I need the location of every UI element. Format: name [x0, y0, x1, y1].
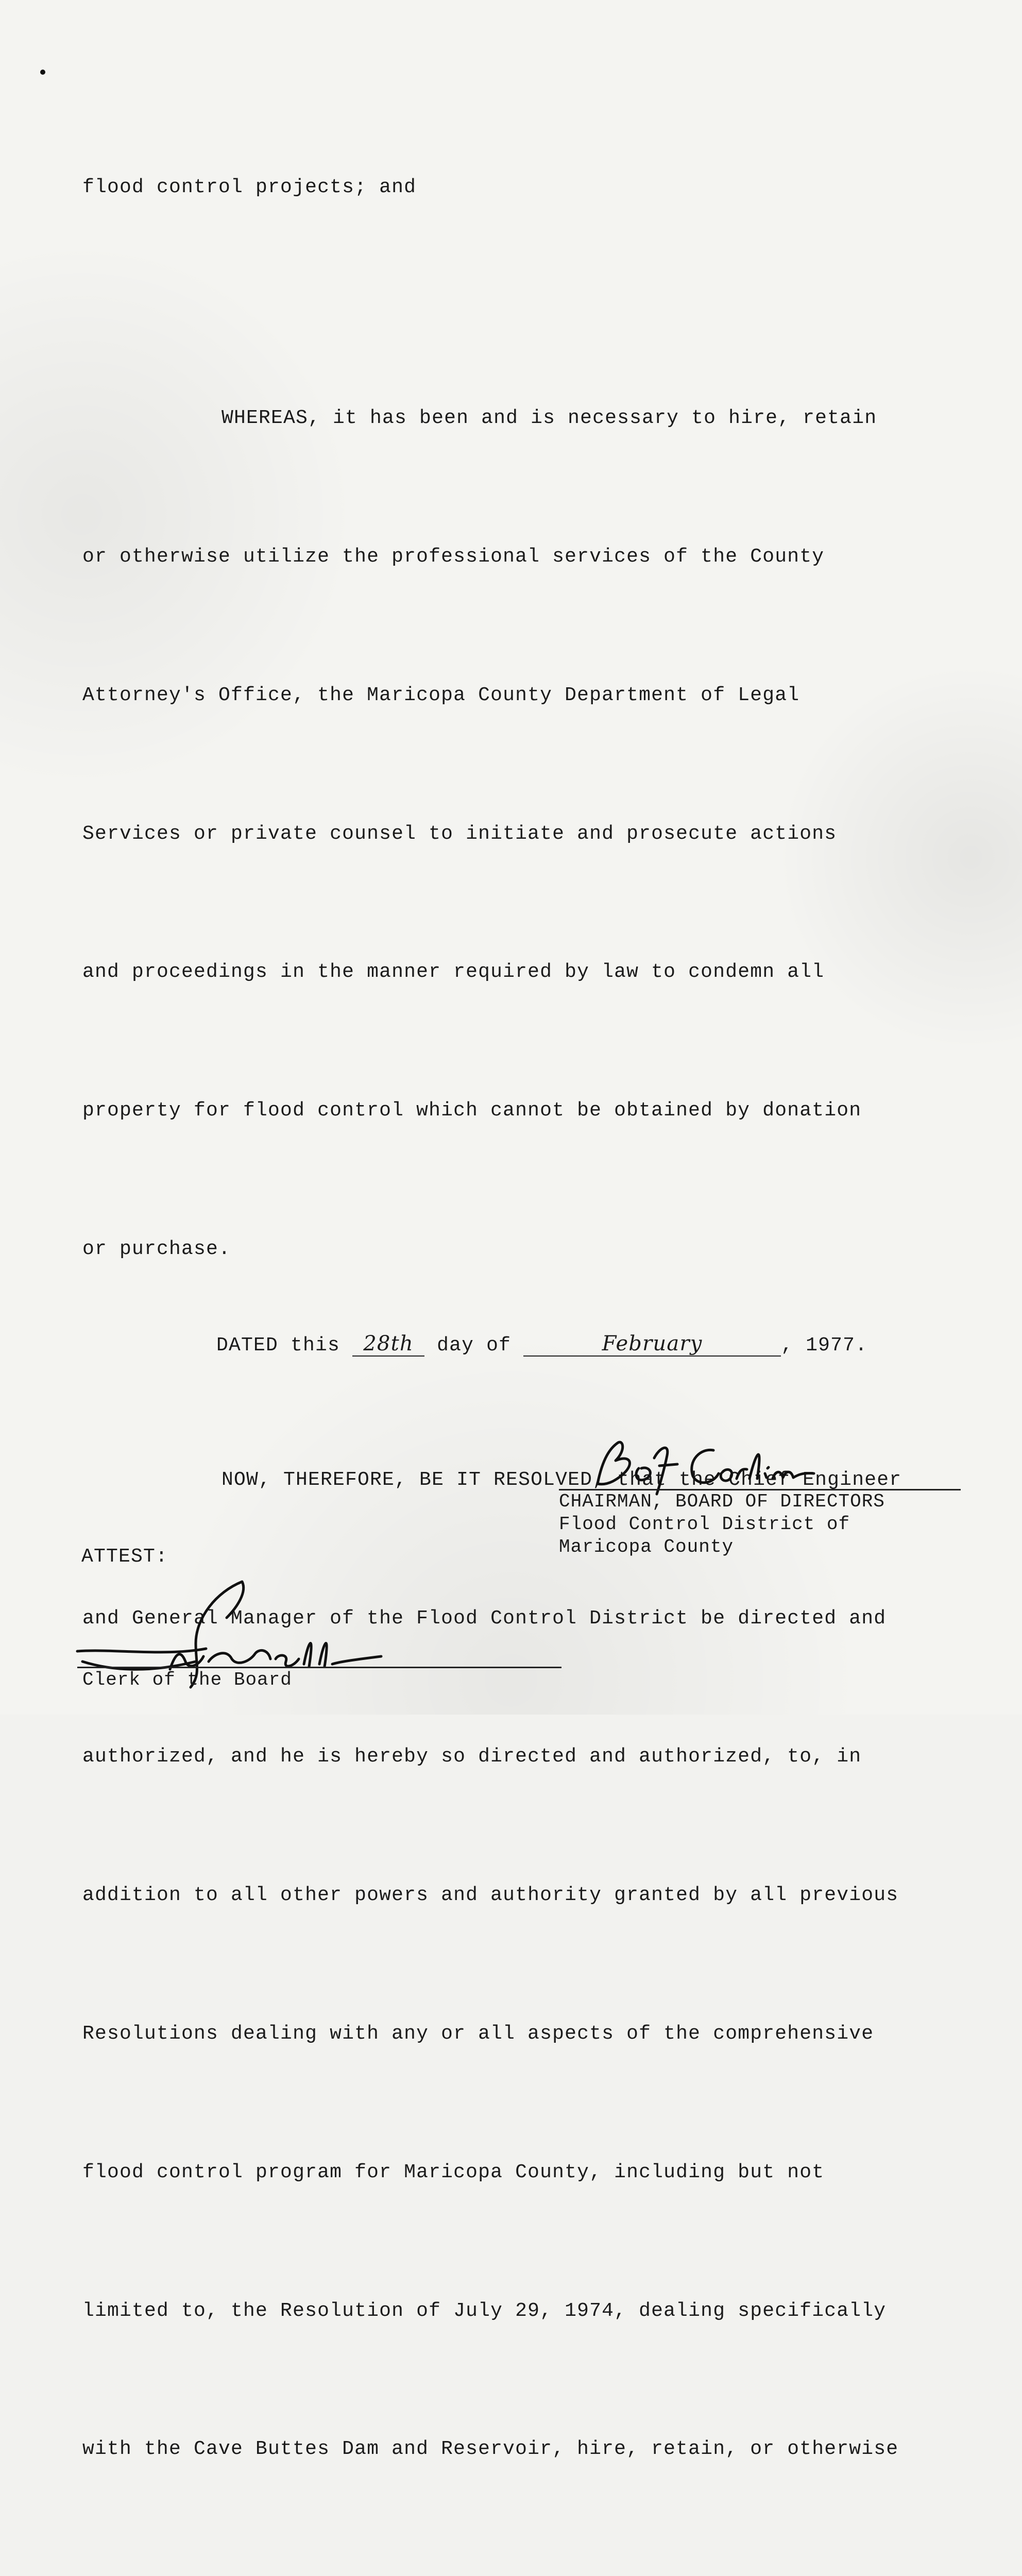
dated-month: February — [523, 1332, 781, 1357]
text-line: Services or private counsel to initiate and prosecute actions — [82, 822, 837, 845]
text-line: and General Manager of the Flood Control District be directed and — [82, 1607, 887, 1630]
dated-middle: day of — [437, 1334, 512, 1357]
dated-line — [216, 1332, 867, 1357]
text-line: addition to all other powers and authority granted by all previous — [82, 1884, 899, 1907]
text-line: and proceedings in the manner required by law to condemn all — [82, 961, 825, 984]
dated-day: 28th — [352, 1332, 424, 1357]
dated-prefix: DATED this — [216, 1334, 340, 1357]
text-line: with the Cave Buttes Dam and Reservoir, hire, retain, or otherwise — [82, 2438, 899, 2461]
paragraph-whereas — [82, 303, 989, 1365]
text-line: NOW, THEREFORE, BE IT RESOLVED, that the Chief Engineer — [222, 1468, 902, 1491]
attest-label: ATTEST: — [81, 1546, 168, 1568]
chairman-title: CHAIRMAN, BOARD OF DIRECTORS — [559, 1491, 885, 1512]
chairman-block — [559, 1427, 971, 1558]
text-line: or purchase. — [82, 1238, 231, 1260]
text-line: Attorney's Office, the Maricopa County Department of Legal — [82, 684, 800, 706]
resolution-body — [82, 72, 989, 2576]
clerk-signature-line — [77, 1667, 561, 1668]
text-line: Resolutions dealing with any or all aspects of the comprehensive — [82, 2022, 874, 2045]
text-line: WHEREAS, it has been and is necessary to hire, retain — [222, 407, 877, 430]
text-line: limited to, the Resolution of July 29, 1974, dealing specifically — [82, 2299, 887, 2322]
clerk-title: Clerk of the Board — [82, 1669, 292, 1690]
text-line — [82, 2565, 989, 2576]
scan-speck — [40, 70, 45, 75]
chairman-county: Maricopa County — [559, 1536, 734, 1557]
text-line: authorized, and he is hereby so directed and authorized, to, in — [82, 1745, 862, 1768]
dated-suffix: , 1977. — [781, 1334, 868, 1357]
chairman-org: Flood Control District of — [559, 1514, 850, 1535]
text-line: flood control projects; and — [82, 176, 417, 199]
text-line: or otherwise utilize the professional services of the County — [82, 545, 825, 568]
text-line: flood control program for Maricopa County, including but not — [82, 2161, 825, 2183]
paragraph-1 — [82, 72, 989, 303]
text-line: property for flood control which cannot be obtained by donation — [82, 1099, 862, 1122]
